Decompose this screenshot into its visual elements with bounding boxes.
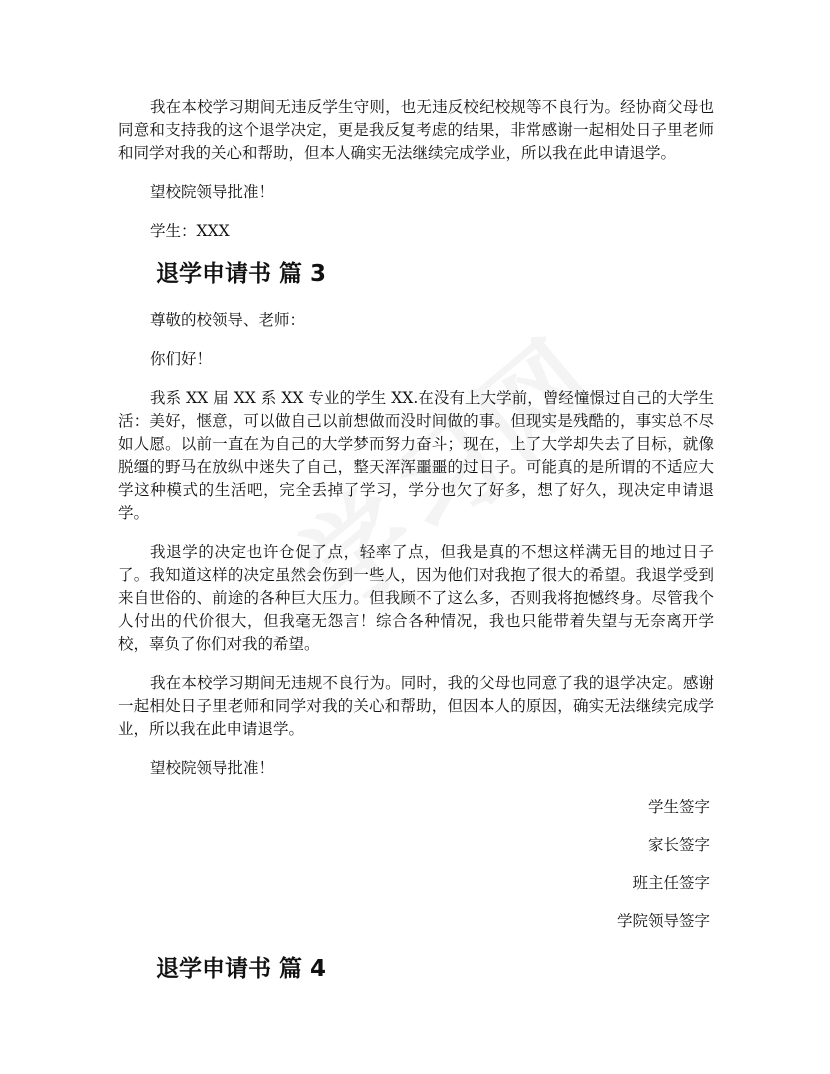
signature-college-leader: 学院领导签字 bbox=[616, 912, 710, 930]
student-name-line: 学生：XXX bbox=[150, 222, 230, 240]
section-heading-part-3: 退学申请书 篇 3 bbox=[156, 261, 327, 287]
document-body bbox=[118, 96, 714, 984]
paragraph-approval-request: 望校院领导批准！ bbox=[150, 183, 275, 201]
paragraph-thanks: 我在本校学习期间无违规不良行为。同时，我的父母也同意了我的退学决定。感谢一起相处日子里老师和同学对我的关心和帮助，但因本人的原因，确实无法继续完成学业，所以我在此申请退学。 bbox=[118, 674, 714, 738]
signature-student: 学生签字 bbox=[647, 798, 710, 816]
paragraph-approval-request-2: 望校院领导批准！ bbox=[150, 759, 275, 777]
signature-parent: 家长签字 bbox=[647, 836, 710, 854]
signature-class-teacher: 班主任签字 bbox=[632, 874, 710, 892]
paragraph-conduct-statement: 我在本校学习期间无违反学生守则，也无违反校纪校规等不良行为。经协商父母也同意和支持我的这个退学决定，更是我反复考虑的结果，非常感谢一起相处日子里老师和同学对我的关心和帮助，但本人确实无法继续完成学业，所以我在此申请退学。 bbox=[118, 98, 714, 162]
salutation: 尊敬的校领导、老师： bbox=[150, 311, 306, 329]
greeting: 你们好！ bbox=[150, 350, 213, 368]
section-heading-part-4: 退学申请书 篇 4 bbox=[156, 956, 327, 982]
paragraph-decision: 我退学的决定也许仓促了点，轻率了点，但我是真的不想这样满无目的地过日子了。我知道这样的决定虽然会伤到一些人，因为他们对我抱了很大的希望。我退学受到来自世俗的、前途的各种巨大压力。但我顾不了这么多，否则我将抱憾终身。尽管我个人付出的代价很大，但我毫无怨言！综合各种情况，我也只能带着失望与无奈离开学校，辜负了你们对我的希望。 bbox=[118, 543, 714, 653]
paragraph-background: 我系 XX 届 XX 系 XX 专业的学生 XX.在没有上大学前，曾经憧憬过自己的大学生活：美好，惬意，可以做自己以前想做而没时间做的事。但现实是残酷的，事实总不尽如人愿。以前一直在为自己的大学梦而努力奋斗；现在，上了大学却失去了目标，就像脱缰的野马在放纵中迷失了自己，整天浑浑噩噩的过日子。可能真的是所谓的不适应大学这种模式的生活吧，完全丢掉了学习，学分也欠了好多，想了好久，现决定申请退学。 bbox=[118, 389, 714, 522]
